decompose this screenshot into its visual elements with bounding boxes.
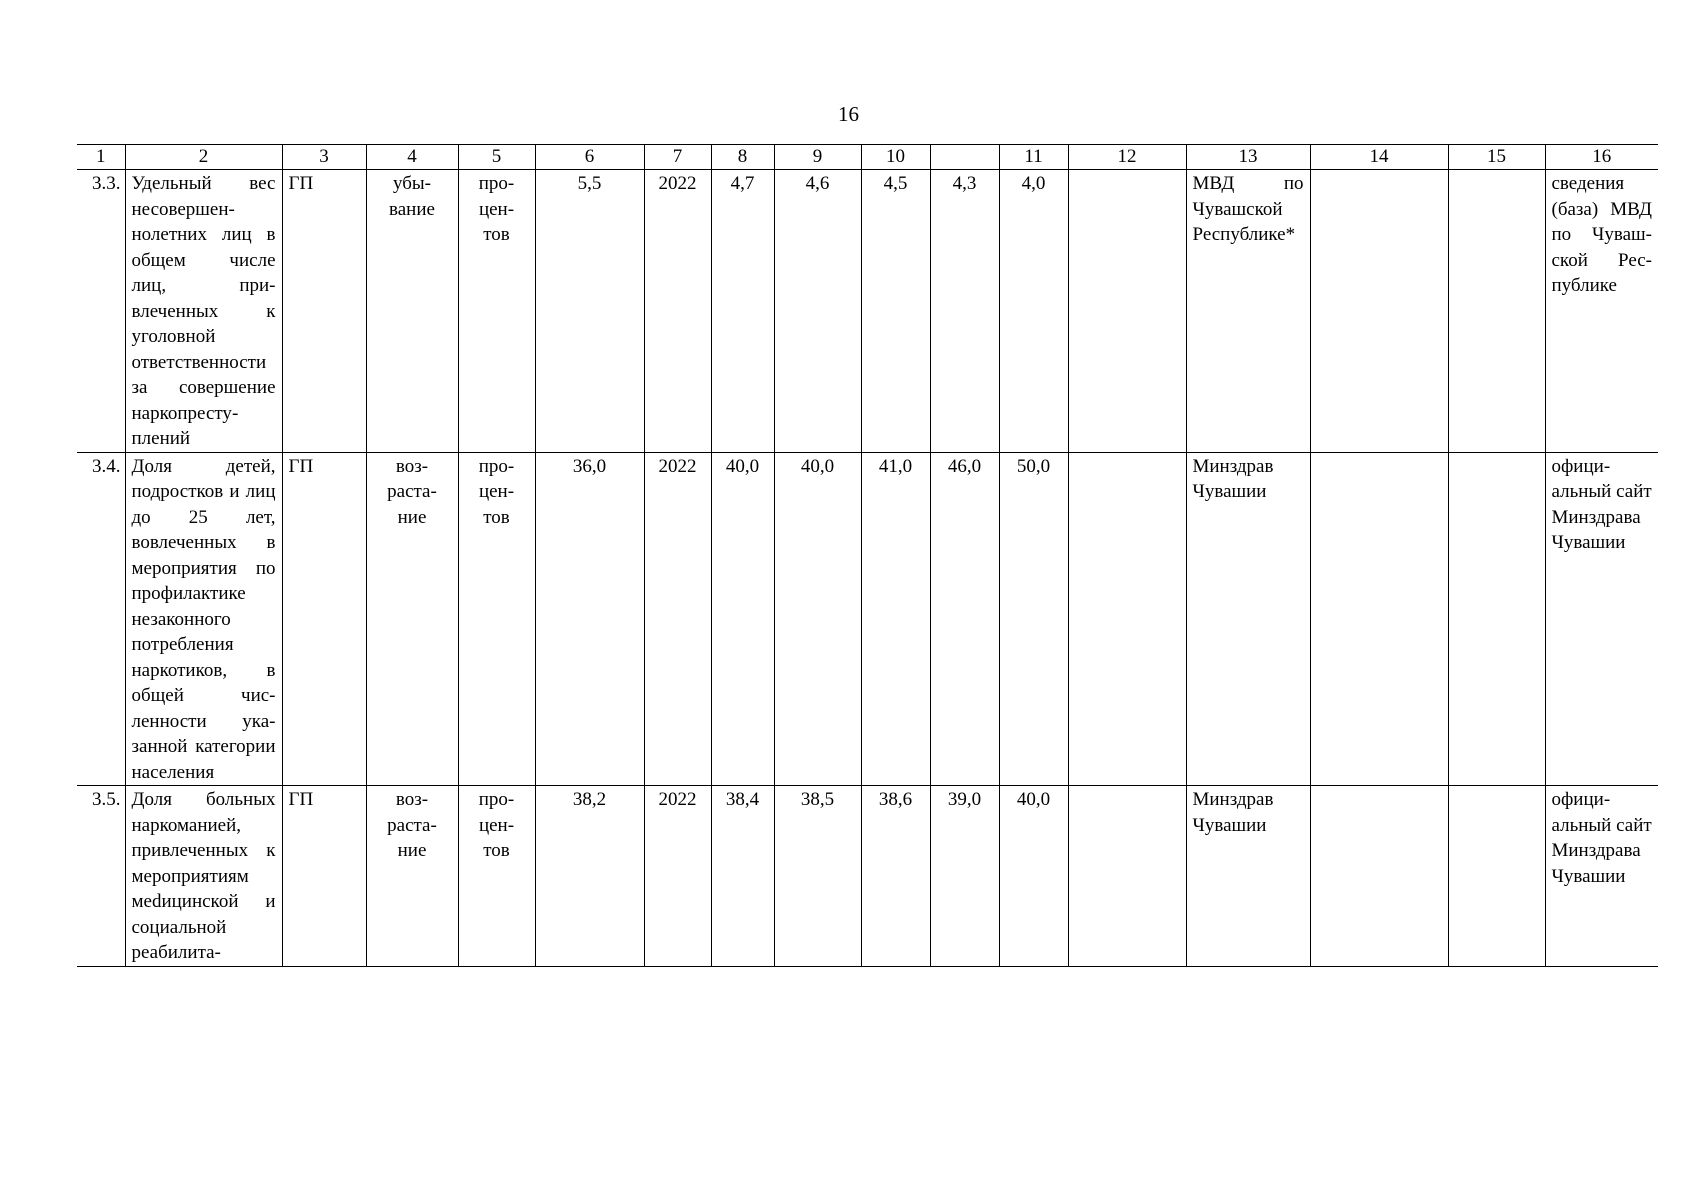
table-row <box>77 170 1658 453</box>
base-year: 2022 <box>644 170 711 453</box>
unit: про- цен- тов <box>458 170 535 453</box>
column-header: 12 <box>1068 145 1186 170</box>
value-col-11: 40,0 <box>999 786 1068 967</box>
cell-col-15 <box>1448 170 1545 453</box>
row-number: 3.3. <box>77 170 125 453</box>
value-col-10: 38,6 <box>861 786 930 967</box>
program-type: ГП <box>282 170 366 453</box>
column-header: 16 <box>1545 145 1658 170</box>
value-col-unnumbered: 46,0 <box>930 452 999 786</box>
value-col-9: 4,6 <box>774 170 861 453</box>
cell-col-14 <box>1310 170 1448 453</box>
value-col-unnumbered: 39,0 <box>930 786 999 967</box>
column-header: 2 <box>125 145 282 170</box>
cell-col-12 <box>1068 170 1186 453</box>
column-number-row <box>77 145 1658 170</box>
page-number: 16 <box>838 102 859 126</box>
value-col-10: 41,0 <box>861 452 930 786</box>
indicator-name: Удельный вес несовершеннолетних лиц в общем числе лиц, привлеченных к уголовной ответственности за совершение наркопреступлений <box>125 170 282 453</box>
base-year: 2022 <box>644 786 711 967</box>
column-header: 11 <box>999 145 1068 170</box>
column-header: 10 <box>861 145 930 170</box>
cell-col-14 <box>1310 452 1448 786</box>
responsible: Минздрав Чувашии <box>1186 452 1310 786</box>
cell-col-15 <box>1448 786 1545 967</box>
column-header: 3 <box>282 145 366 170</box>
data-source: официальный сайт Минздрава Чувашии <box>1545 452 1658 786</box>
value-col-9: 38,5 <box>774 786 861 967</box>
program-type: ГП <box>282 452 366 786</box>
trend: убы- вание <box>366 170 458 453</box>
indicators-table <box>77 144 1658 967</box>
value-col-8: 4,7 <box>711 170 774 453</box>
table-row <box>77 786 1658 967</box>
cell-col-14 <box>1310 786 1448 967</box>
base-value: 38,2 <box>535 786 644 967</box>
responsible: МВД по Чувашской Республике* <box>1186 170 1310 453</box>
trend: воз- раста- ние <box>366 786 458 967</box>
table-row <box>77 452 1658 786</box>
value-col-8: 38,4 <box>711 786 774 967</box>
column-header: 9 <box>774 145 861 170</box>
indicator-name: Доля детей, подростков и лиц до 25 лет, вовлеченных в мероприятия по профилактике незаконного потребления наркотиков, в общей численности указанной категории населения <box>125 452 282 786</box>
cell-col-15 <box>1448 452 1545 786</box>
value-col-10: 4,5 <box>861 170 930 453</box>
value-col-unnumbered: 4,3 <box>930 170 999 453</box>
row-number: 3.4. <box>77 452 125 786</box>
column-header: 4 <box>366 145 458 170</box>
value-col-8: 40,0 <box>711 452 774 786</box>
value-col-11: 50,0 <box>999 452 1068 786</box>
column-header: 1 <box>77 145 125 170</box>
column-header <box>930 145 999 170</box>
base-value: 5,5 <box>535 170 644 453</box>
indicator-name: Доля больных наркоманией, привлеченных к мероприятиям меdицинской и социальной реабилита- <box>125 786 282 967</box>
program-type: ГП <box>282 786 366 967</box>
column-header: 7 <box>644 145 711 170</box>
base-year: 2022 <box>644 452 711 786</box>
data-source: официальный сайт Минздрава Чувашии <box>1545 786 1658 967</box>
column-header: 14 <box>1310 145 1448 170</box>
cell-col-12 <box>1068 786 1186 967</box>
trend: воз- раста- ние <box>366 452 458 786</box>
value-col-9: 40,0 <box>774 452 861 786</box>
row-number: 3.5. <box>77 786 125 967</box>
cell-col-12 <box>1068 452 1186 786</box>
column-header: 13 <box>1186 145 1310 170</box>
column-header: 6 <box>535 145 644 170</box>
column-header: 5 <box>458 145 535 170</box>
data-source: сведения (база) МВД по Чувашской Республике <box>1545 170 1658 453</box>
responsible: Минздрав Чувашии <box>1186 786 1310 967</box>
value-col-11: 4,0 <box>999 170 1068 453</box>
unit: про- цен- тов <box>458 452 535 786</box>
unit: про- цен- тов <box>458 786 535 967</box>
column-header: 8 <box>711 145 774 170</box>
base-value: 36,0 <box>535 452 644 786</box>
column-header: 15 <box>1448 145 1545 170</box>
